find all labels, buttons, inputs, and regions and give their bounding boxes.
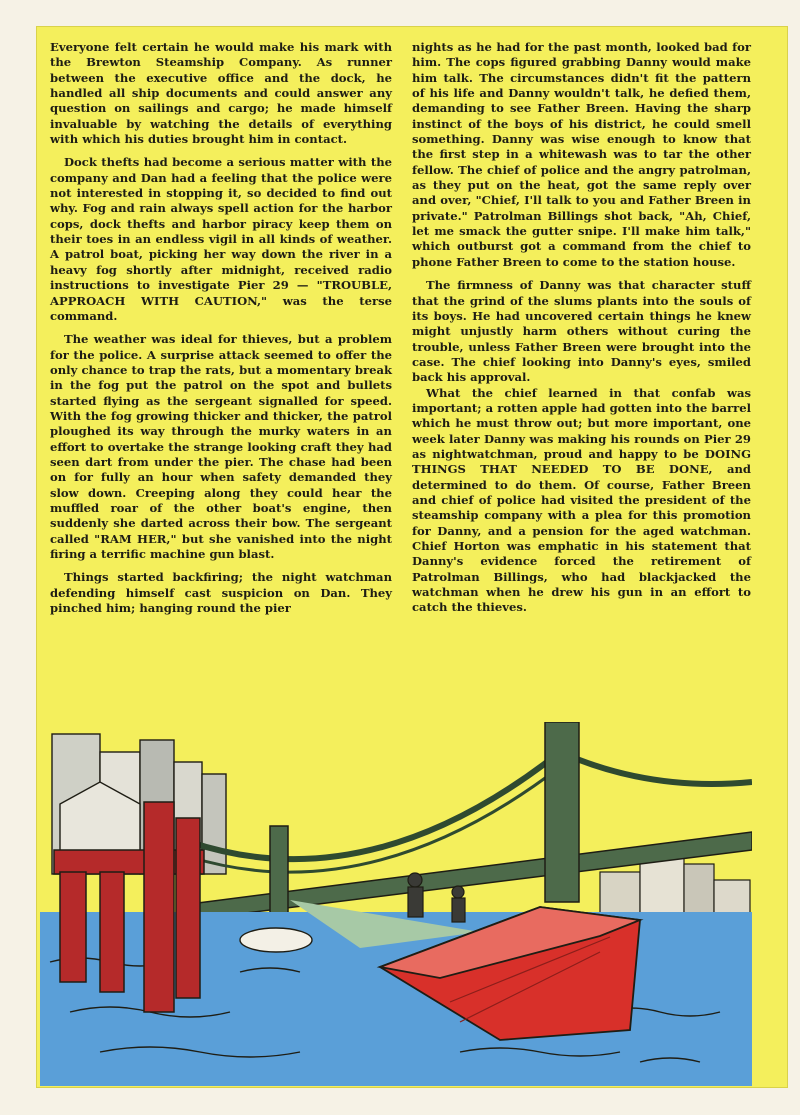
story-paragraph: What the chief learned in that confab was important; a rotten apple had gotten into the barrel which he must throw out; but more important, one week later Danny was making his rounds on Pier 29 as nightwatchman, proud and happy to be DOING THINGS THAT NEEDED TO BE DONE, and determined to do them. Of course, Father Breen and chief of police had visited the president of the steamship company with a plea for this promotion for Danny, and a pension for the aged watchman. Chief Horton was emphatic in his statement that Danny's evidence forced the retirement of Patrolman Billings, who had blackjacked the watchman when he drew his gun in an effort to catch the thieves. <box>412 385 751 615</box>
story-paragraph: The weather was ideal for thieves, but a problem for the police. A surprise attack seemed to offer the only chance to trap the rats, but a momentary break in the fog put the patrol on the spot and bullets started flying as the sergeant signalled for speed. With the fog growing thicker and thicker, the patrol ploughed its way through the murky waters in an effort to overtake the strange looking craft they had seen dart from under the pier. The chase had been on for fully an hour when safety demanded they slow down. Creeping along they could hear the muffled roar of the other boat's engine, then suddenly she darted across their bow. The sergeant called "RAM HER," but she vanished into the night firing a terrific machine gun blast. <box>50 332 392 561</box>
small-boat <box>240 928 312 952</box>
harbor-bridge-illustration <box>40 722 752 1086</box>
story-column-left <box>50 40 392 616</box>
story-paragraph: The firmness of Danny was that character stuff that the grind of the slums plants into the souls of its boys. He had uncovered certain things he knew might unjustly harm others without curing the trouble, unless Father Breen were brought into the case. The chief looking into Danny's eyes, smiled back his approval. <box>412 278 751 385</box>
story-column-right <box>412 40 751 616</box>
story-paragraph: Dock thefts had become a serious matter with the company and Dan had a feeling that the police were not interested in stopping it, so decided to find out why. Fog and rain always spell action for the harbor cops, dock thefts and harbor piracy keep them on their toes in an endless vigil in all kinds of weather. A patrol boat, picking her way down the river in a heavy fog shortly after midnight, received radio instructions to investigate Pier 29 — "TROUBLE, APPROACH WITH CAUTION," was the terse command. <box>50 155 392 323</box>
story-paragraph: Everyone felt certain he would make his mark with the Brewton Steamship Company. As runner between the executive office and the dock, he handled all ship documents and could answer any question on sailings and cargo; he made himself invaluable by watching the details of everything with which his duties brought him in contact. <box>50 40 392 147</box>
story-paragraph: nights as he had for the past month, looked bad for him. The cops figured grabbing Danny would make him talk. The circumstances didn't fit the pattern of his life and Danny wouldn't talk, he defied them, demanding to see Father Breen. Having the sharp instinct of the boys of his district, he could smell something. Danny was wise enough to know that the first step in a whitewash was to tar the other fellow. The chief of police and the angry patrolman, as they put on the heat, got the same reply over and over, "Chief, I'll talk to you and Father Breen in private." Patrolman Billings shot back, "Ah, Chief, let me smack the gutter snipe. I'll make him talk," which outburst got a command from the chief to phone Father Breen to come to the station house. <box>412 40 751 269</box>
story-paragraph: Things started backfiring; the night watchman defending himself cast suspicion on Dan. They pinched him; hanging round the pier <box>50 570 392 616</box>
